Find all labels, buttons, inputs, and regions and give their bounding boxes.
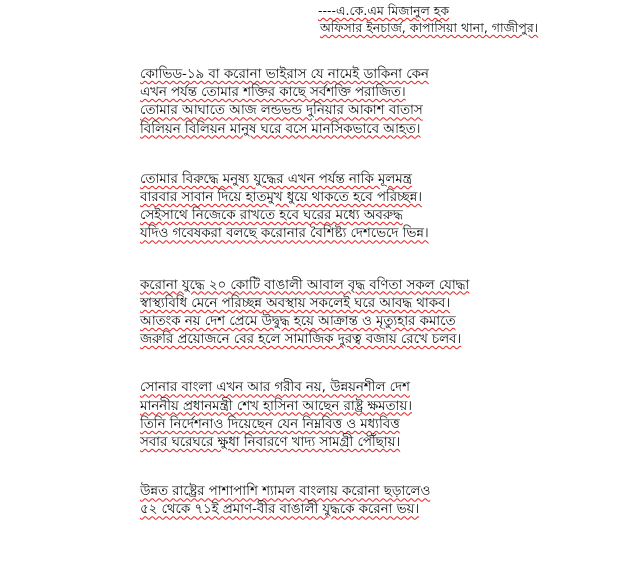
poem-line: সোনার বাংলা এখন আর গরীব নয়, উন্নয়নশীল দেশ: [140, 380, 410, 396]
poem-line: জরুরি প্রয়োজনে বের হলে সামাজিক দুরত্ব বজায় রেখে চলব।: [140, 332, 462, 348]
poem-line: এখন পর্যন্ত তোমার শক্তির কাছে সর্বশক্তি পরাজিত।: [140, 85, 406, 101]
poem-line: বারবার সাবান দিয়ে হাতমুখ ধুয়ে থাকতে হবে পরিচ্ছন্ন।: [140, 190, 422, 206]
poem-body: [140, 66, 610, 552]
stanza-1: [140, 66, 610, 139]
poem-line: তোমার বিরুদ্ধে মনুষ্য যুদ্ধের এখন পর্যন্ত নাকি মূলমন্ত্র: [140, 171, 412, 187]
poem-line: মাননীয় প্রধানমন্ত্রী শেখ হাসিনা আছেন রাষ্ট্র ক্ষমতায়।: [140, 398, 412, 414]
poem-line: সবার ঘরেঘরে ক্ষুধা নিবারণে খাদ্য সামগ্রী পৌঁছায়।: [140, 435, 401, 451]
poem-line: উন্নত রাষ্ট্রের পাশাপাশি শ্যামল বাংলায় করোনা ছড়ালেও: [140, 484, 431, 500]
stanza-2: [140, 171, 610, 244]
poem-line: করোনা যুদ্ধে ২০ কোটি বাঙালী আবাল বৃদ্ধ বণিতা সকল যোদ্ধা: [140, 277, 470, 293]
author-designation: অফিসার ইনচার্জ, কাপাসিয়া থানা, গাজীপুর।: [320, 20, 539, 35]
poem-line: বিলিয়ন বিলিয়ন মানুষ ঘরে বসে মানসিকভাবে আহত।: [140, 121, 421, 137]
stanza-3: [140, 277, 610, 350]
poem-line: যদিও গবেষকরা বলছে করোনার বৈশিষ্ট্য দেশভেদে ভিন্ন।: [140, 226, 429, 242]
poem-line: আতংক নয় দেশ প্রেমে উদ্বুদ্ধ হয়ে আক্রান্ত ও মৃত্যুহার কমাতে: [140, 314, 456, 330]
poem-line: সেইসাথে নিজেকে রাখতে হবে ঘরের মধ্যে অবরুদ্ধ: [140, 208, 403, 224]
stanza-4: [140, 379, 610, 452]
poem-line: কোভিড-১৯ বা করোনা ভাইরাস যে নামেই ডাকিনা কেন: [140, 67, 429, 82]
author-block: [318, 2, 538, 36]
poem-line: তোমার আঘাতে আজ লন্ডভন্ড দুনিয়ার আকাশ বাতাস: [140, 103, 423, 119]
author-name: ----এ.কে.এম মিজানুল হক: [318, 3, 450, 18]
stanza-5: [140, 483, 610, 519]
poem-line: তিনি নির্দেশনাও দিয়েছেন যেন নিম্নবিত্ত ও মধ্যবিত্ত: [140, 416, 400, 432]
poem-line: স্বাস্থ্যবিধি মেনে পরিচ্ছন্ন অবস্থায় সকলেই ঘরে আবদ্ধ থাকব।: [140, 295, 451, 311]
poem-line: ৫২ থেকে ৭১ই প্রমাণ-বীর বাঙালী যুদ্ধকে করেনা ভয়।: [140, 502, 420, 518]
